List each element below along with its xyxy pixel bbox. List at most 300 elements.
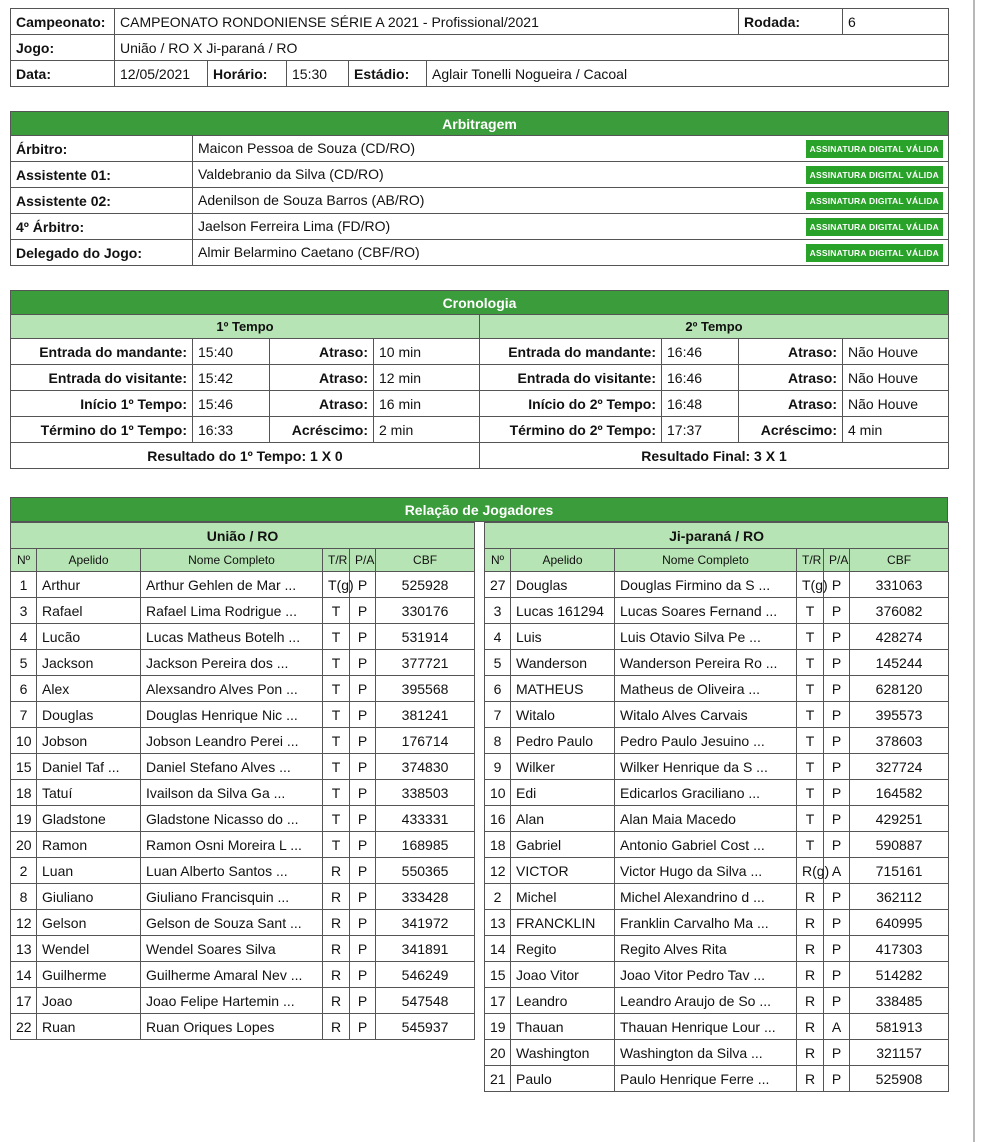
player-tr: T [797,728,824,754]
delay-label-t1: Atraso: [270,391,374,417]
player-nickname: Thauan [511,1014,615,1040]
player-full-name: Daniel Stefano Alves ... [141,754,323,780]
player-pa: P [350,1014,376,1040]
player-tr: R [323,962,350,988]
player-row [485,988,949,1014]
data-value: 12/05/2021 [115,61,208,87]
player-nickname: Daniel Taf ... [37,754,141,780]
jogo-label: Jogo: [11,35,115,61]
player-full-name: Lucas Soares Fernand ... [615,598,797,624]
column-header: T/R [323,549,350,572]
player-cbf: 338485 [850,988,949,1014]
official-name: Valdebranio da Silva (CD/RO) [198,165,384,182]
player-number: 6 [485,676,511,702]
column-header: Nº [485,549,511,572]
arbitragem-row [11,188,949,214]
delay-label-t2: Atraso: [739,365,843,391]
event-time-t2: 16:46 [662,339,739,365]
player-tr: T [797,754,824,780]
cronologia-table [10,290,949,469]
player-pa: A [824,858,850,884]
cronologia-rows [11,339,949,443]
player-nickname: Wendel [37,936,141,962]
official-role: Árbitro: [11,136,193,162]
event-label-t1: Término do 1º Tempo: [11,417,193,443]
official-cell [193,188,949,214]
player-nickname: Lucão [37,624,141,650]
player-nickname: Douglas [511,572,615,598]
arbitragem-table [10,111,949,266]
player-row [11,650,475,676]
player-pa: P [350,858,376,884]
official-role: Delegado do Jogo: [11,240,193,266]
player-tr: T [323,806,350,832]
player-nickname: Luan [37,858,141,884]
player-number: 3 [11,598,37,624]
player-row [11,884,475,910]
event-label-t1: Entrada do visitante: [11,365,193,391]
official-name: Almir Belarmino Caetano (CBF/RO) [198,243,420,260]
player-cbf: 395573 [850,702,949,728]
delay-value-t1: 2 min [374,417,480,443]
official-role: Assistente 01: [11,162,193,188]
player-nickname: Ramon [37,832,141,858]
player-full-name: Alexsandro Alves Pon ... [141,676,323,702]
player-nickname: VICTOR [511,858,615,884]
column-header: Apelido [37,549,141,572]
player-tr: R [797,936,824,962]
player-tr: R [323,884,350,910]
player-nickname: Gladstone [37,806,141,832]
player-number: 8 [485,728,511,754]
segundo-tempo-header: 2º Tempo [480,315,949,339]
player-tr: T [323,754,350,780]
player-cbf: 327724 [850,754,949,780]
player-full-name: Ruan Oriques Lopes [141,1014,323,1040]
digital-signature-badge: ASSINATURA DIGITAL VÁLIDA [806,244,943,262]
delay-label-t1: Atraso: [270,339,374,365]
official-name: Adenilson de Souza Barros (AB/RO) [198,191,425,208]
match-header-table [10,8,949,87]
event-label-t2: Entrada do mandante: [480,339,662,365]
player-number: 20 [485,1040,511,1066]
event-time-t2: 16:46 [662,365,739,391]
event-time-t1: 15:46 [193,391,270,417]
player-tr: T(g) [323,572,350,598]
player-pa: P [350,910,376,936]
official-cell [193,214,949,240]
event-time-t2: 17:37 [662,417,739,443]
cronologia-row [11,417,949,443]
player-pa: P [824,572,850,598]
player-row [485,572,949,598]
player-row [11,988,475,1014]
player-row [11,754,475,780]
sumula-document [10,8,948,1112]
jogadores-title-table [10,497,948,522]
column-header: P/A [350,549,376,572]
player-number: 13 [11,936,37,962]
home-column-headers [11,549,475,572]
player-full-name: Arthur Gehlen de Mar ... [141,572,323,598]
player-cbf: 545937 [376,1014,475,1040]
event-label-t1: Entrada do mandante: [11,339,193,365]
player-row [11,728,475,754]
column-header: Nº [11,549,37,572]
player-nickname: Ruan [37,1014,141,1040]
player-cbf: 331063 [850,572,949,598]
player-number: 22 [11,1014,37,1040]
player-full-name: Jobson Leandro Perei ... [141,728,323,754]
player-nickname: Jobson [37,728,141,754]
player-cbf: 514282 [850,962,949,988]
player-row [485,650,949,676]
delay-label-t1: Acréscimo: [270,417,374,443]
player-pa: P [350,676,376,702]
player-nickname: Edi [511,780,615,806]
digital-signature-badge: ASSINATURA DIGITAL VÁLIDA [806,166,943,184]
player-tr: T [323,702,350,728]
player-row [485,728,949,754]
player-pa: P [824,988,850,1014]
delay-value-t2: Não Houve [843,391,949,417]
arbitragem-title: Arbitragem [11,112,949,136]
player-number: 20 [11,832,37,858]
player-cbf: 321157 [850,1040,949,1066]
player-tr: R [323,1014,350,1040]
digital-signature-badge: ASSINATURA DIGITAL VÁLIDA [806,192,943,210]
column-header: CBF [850,549,949,572]
player-cbf: 168985 [376,832,475,858]
player-cbf: 395568 [376,676,475,702]
player-tr: R [797,884,824,910]
player-pa: P [350,962,376,988]
event-label-t2: Início do 2º Tempo: [480,391,662,417]
player-pa: P [350,598,376,624]
player-cbf: 531914 [376,624,475,650]
player-cbf: 428274 [850,624,949,650]
player-row [485,780,949,806]
player-cbf: 525908 [850,1066,949,1092]
player-pa: P [824,754,850,780]
player-row [485,676,949,702]
delay-label-t2: Atraso: [739,339,843,365]
player-tr: T [323,780,350,806]
player-full-name: Douglas Henrique Nic ... [141,702,323,728]
resultado-final: Resultado Final: 3 X 1 [480,443,949,469]
player-cbf: 628120 [850,676,949,702]
player-nickname: Douglas [37,702,141,728]
player-number: 17 [485,988,511,1014]
rodada-value: 6 [843,9,949,35]
player-full-name: Victor Hugo da Silva ... [615,858,797,884]
delay-value-t1: 12 min [374,365,480,391]
player-row [485,1040,949,1066]
digital-signature-badge: ASSINATURA DIGITAL VÁLIDA [806,218,943,236]
player-pa: P [824,676,850,702]
player-row [485,962,949,988]
horario-label: Horário: [208,61,287,87]
player-cbf: 547548 [376,988,475,1014]
player-nickname: Lucas 161294 [511,598,615,624]
player-full-name: Lucas Matheus Botelh ... [141,624,323,650]
player-row [11,572,475,598]
player-nickname: Giuliano [37,884,141,910]
player-full-name: Giuliano Francisquin ... [141,884,323,910]
player-cbf: 417303 [850,936,949,962]
player-number: 19 [485,1014,511,1040]
player-row [11,676,475,702]
player-pa: P [350,728,376,754]
player-tr: T [797,780,824,806]
event-label-t1: Início 1º Tempo: [11,391,193,417]
player-tr: T [797,702,824,728]
player-tr: T [323,676,350,702]
player-full-name: Jackson Pereira dos ... [141,650,323,676]
player-number: 5 [485,650,511,676]
player-nickname: MATHEUS [511,676,615,702]
event-time-t1: 16:33 [193,417,270,443]
player-pa: P [824,624,850,650]
player-nickname: Tatuí [37,780,141,806]
player-pa: P [824,780,850,806]
player-number: 2 [11,858,37,884]
player-full-name: Ivailson da Silva Ga ... [141,780,323,806]
player-tr: T [797,832,824,858]
player-number: 5 [11,650,37,676]
player-pa: P [350,780,376,806]
player-number: 12 [11,910,37,936]
player-number: 4 [11,624,37,650]
player-pa: P [824,650,850,676]
player-cbf: 381241 [376,702,475,728]
player-full-name: Michel Alexandrino d ... [615,884,797,910]
player-tr: R [797,988,824,1014]
player-cbf: 377721 [376,650,475,676]
player-pa: P [824,884,850,910]
player-cbf: 429251 [850,806,949,832]
event-time-t2: 16:48 [662,391,739,417]
player-tr: R [323,910,350,936]
column-header: Nome Completo [615,549,797,572]
player-pa: P [824,806,850,832]
player-full-name: Ramon Osni Moreira L ... [141,832,323,858]
player-row [485,598,949,624]
player-tr: T [323,598,350,624]
player-nickname: Joao [37,988,141,1014]
player-row [11,832,475,858]
player-nickname: Luis [511,624,615,650]
player-nickname: Jackson [37,650,141,676]
player-nickname: Pedro Paulo [511,728,615,754]
player-pa: P [350,936,376,962]
player-tr: R [797,1040,824,1066]
delay-label-t2: Atraso: [739,391,843,417]
jogadores-title: Relação de Jogadores [11,498,948,522]
player-full-name: Paulo Henrique Ferre ... [615,1066,797,1092]
player-full-name: Guilherme Amaral Nev ... [141,962,323,988]
player-row [485,858,949,884]
player-cbf: 640995 [850,910,949,936]
player-full-name: Wanderson Pereira Ro ... [615,650,797,676]
player-pa: P [350,988,376,1014]
delay-value-t2: 4 min [843,417,949,443]
player-tr: T [797,598,824,624]
player-pa: P [350,572,376,598]
arbitragem-row [11,136,949,162]
player-cbf: 715161 [850,858,949,884]
player-tr: R [797,962,824,988]
player-full-name: Wilker Henrique da S ... [615,754,797,780]
player-cbf: 362112 [850,884,949,910]
jogo-value: União / RO X Ji-paraná / RO [115,35,949,61]
player-cbf: 525928 [376,572,475,598]
estadio-value: Aglair Tonelli Nogueira / Cacoal [427,61,949,87]
player-full-name: Luis Otavio Silva Pe ... [615,624,797,650]
player-row [485,832,949,858]
player-full-name: Rafael Lima Rodrigue ... [141,598,323,624]
player-number: 19 [11,806,37,832]
player-nickname: Rafael [37,598,141,624]
player-full-name: Franklin Carvalho Ma ... [615,910,797,936]
player-number: 9 [485,754,511,780]
player-nickname: Guilherme [37,962,141,988]
player-tr: T [323,832,350,858]
campeonato-label: Campeonato: [11,9,115,35]
player-full-name: Joao Vitor Pedro Tav ... [615,962,797,988]
player-tr: T [797,806,824,832]
player-pa: P [824,910,850,936]
player-row [485,884,949,910]
event-label-t2: Entrada do visitante: [480,365,662,391]
player-nickname: Arthur [37,572,141,598]
official-role: Assistente 02: [11,188,193,214]
player-pa: P [350,806,376,832]
player-number: 17 [11,988,37,1014]
digital-signature-badge: ASSINATURA DIGITAL VÁLIDA [806,140,943,158]
player-cbf: 341972 [376,910,475,936]
player-row [485,1014,949,1040]
column-header: CBF [376,549,475,572]
player-number: 7 [11,702,37,728]
player-number: 1 [11,572,37,598]
player-pa: P [824,702,850,728]
player-row [485,936,949,962]
player-row [11,624,475,650]
player-cbf: 376082 [850,598,949,624]
player-full-name: Matheus de Oliveira ... [615,676,797,702]
player-nickname: FRANCKLIN [511,910,615,936]
event-label-t2: Término do 2º Tempo: [480,417,662,443]
primeiro-tempo-header: 1º Tempo [11,315,480,339]
player-tr: T [797,676,824,702]
player-tr: T(g) [797,572,824,598]
player-number: 6 [11,676,37,702]
column-header: T/R [797,549,824,572]
cronologia-title: Cronologia [11,291,949,315]
player-cbf: 330176 [376,598,475,624]
player-cbf: 581913 [850,1014,949,1040]
player-tr: T [323,650,350,676]
event-time-t1: 15:42 [193,365,270,391]
player-cbf: 164582 [850,780,949,806]
player-row [11,806,475,832]
arbitragem-row [11,240,949,266]
player-full-name: Luan Alberto Santos ... [141,858,323,884]
rodada-label: Rodada: [739,9,843,35]
player-number: 15 [485,962,511,988]
player-nickname: Michel [511,884,615,910]
player-tr: T [323,728,350,754]
away-team-name: Ji-paraná / RO [485,523,949,549]
player-pa: P [350,884,376,910]
column-header: Apelido [511,549,615,572]
player-number: 27 [485,572,511,598]
player-pa: P [824,1066,850,1092]
player-row [11,1014,475,1040]
player-row [11,702,475,728]
player-number: 14 [11,962,37,988]
home-team-name: União / RO [11,523,475,549]
player-nickname: Alex [37,676,141,702]
event-time-t1: 15:40 [193,339,270,365]
player-number: 21 [485,1066,511,1092]
player-number: 3 [485,598,511,624]
player-full-name: Gladstone Nicasso do ... [141,806,323,832]
player-number: 18 [485,832,511,858]
player-full-name: Wendel Soares Silva [141,936,323,962]
official-cell [193,136,949,162]
player-row [11,598,475,624]
player-tr: R [797,1014,824,1040]
player-tr: R(g) [797,858,824,884]
player-tr: R [323,936,350,962]
player-nickname: Paulo [511,1066,615,1092]
player-number: 16 [485,806,511,832]
player-number: 8 [11,884,37,910]
horario-value: 15:30 [287,61,349,87]
player-pa: P [824,598,850,624]
player-tr: R [323,858,350,884]
official-cell [193,240,949,266]
player-number: 12 [485,858,511,884]
player-full-name: Gelson de Souza Sant ... [141,910,323,936]
player-tr: T [797,624,824,650]
official-name: Jaelson Ferreira Lima (FD/RO) [198,217,391,234]
player-pa: P [824,1040,850,1066]
player-pa: P [824,832,850,858]
player-tr: R [797,910,824,936]
official-name: Maicon Pessoa de Souza (CD/RO) [198,139,416,156]
player-nickname: Washington [511,1040,615,1066]
player-nickname: Regito [511,936,615,962]
player-full-name: Witalo Alves Carvais [615,702,797,728]
player-full-name: Thauan Henrique Lour ... [615,1014,797,1040]
player-row [11,962,475,988]
player-cbf: 176714 [376,728,475,754]
player-cbf: 378603 [850,728,949,754]
arbitragem-row [11,214,949,240]
player-row [11,910,475,936]
cronologia-row [11,339,949,365]
delay-value-t1: 16 min [374,391,480,417]
player-number: 18 [11,780,37,806]
player-number: 14 [485,936,511,962]
player-nickname: Alan [511,806,615,832]
player-nickname: Gelson [37,910,141,936]
player-pa: P [824,962,850,988]
player-number: 13 [485,910,511,936]
